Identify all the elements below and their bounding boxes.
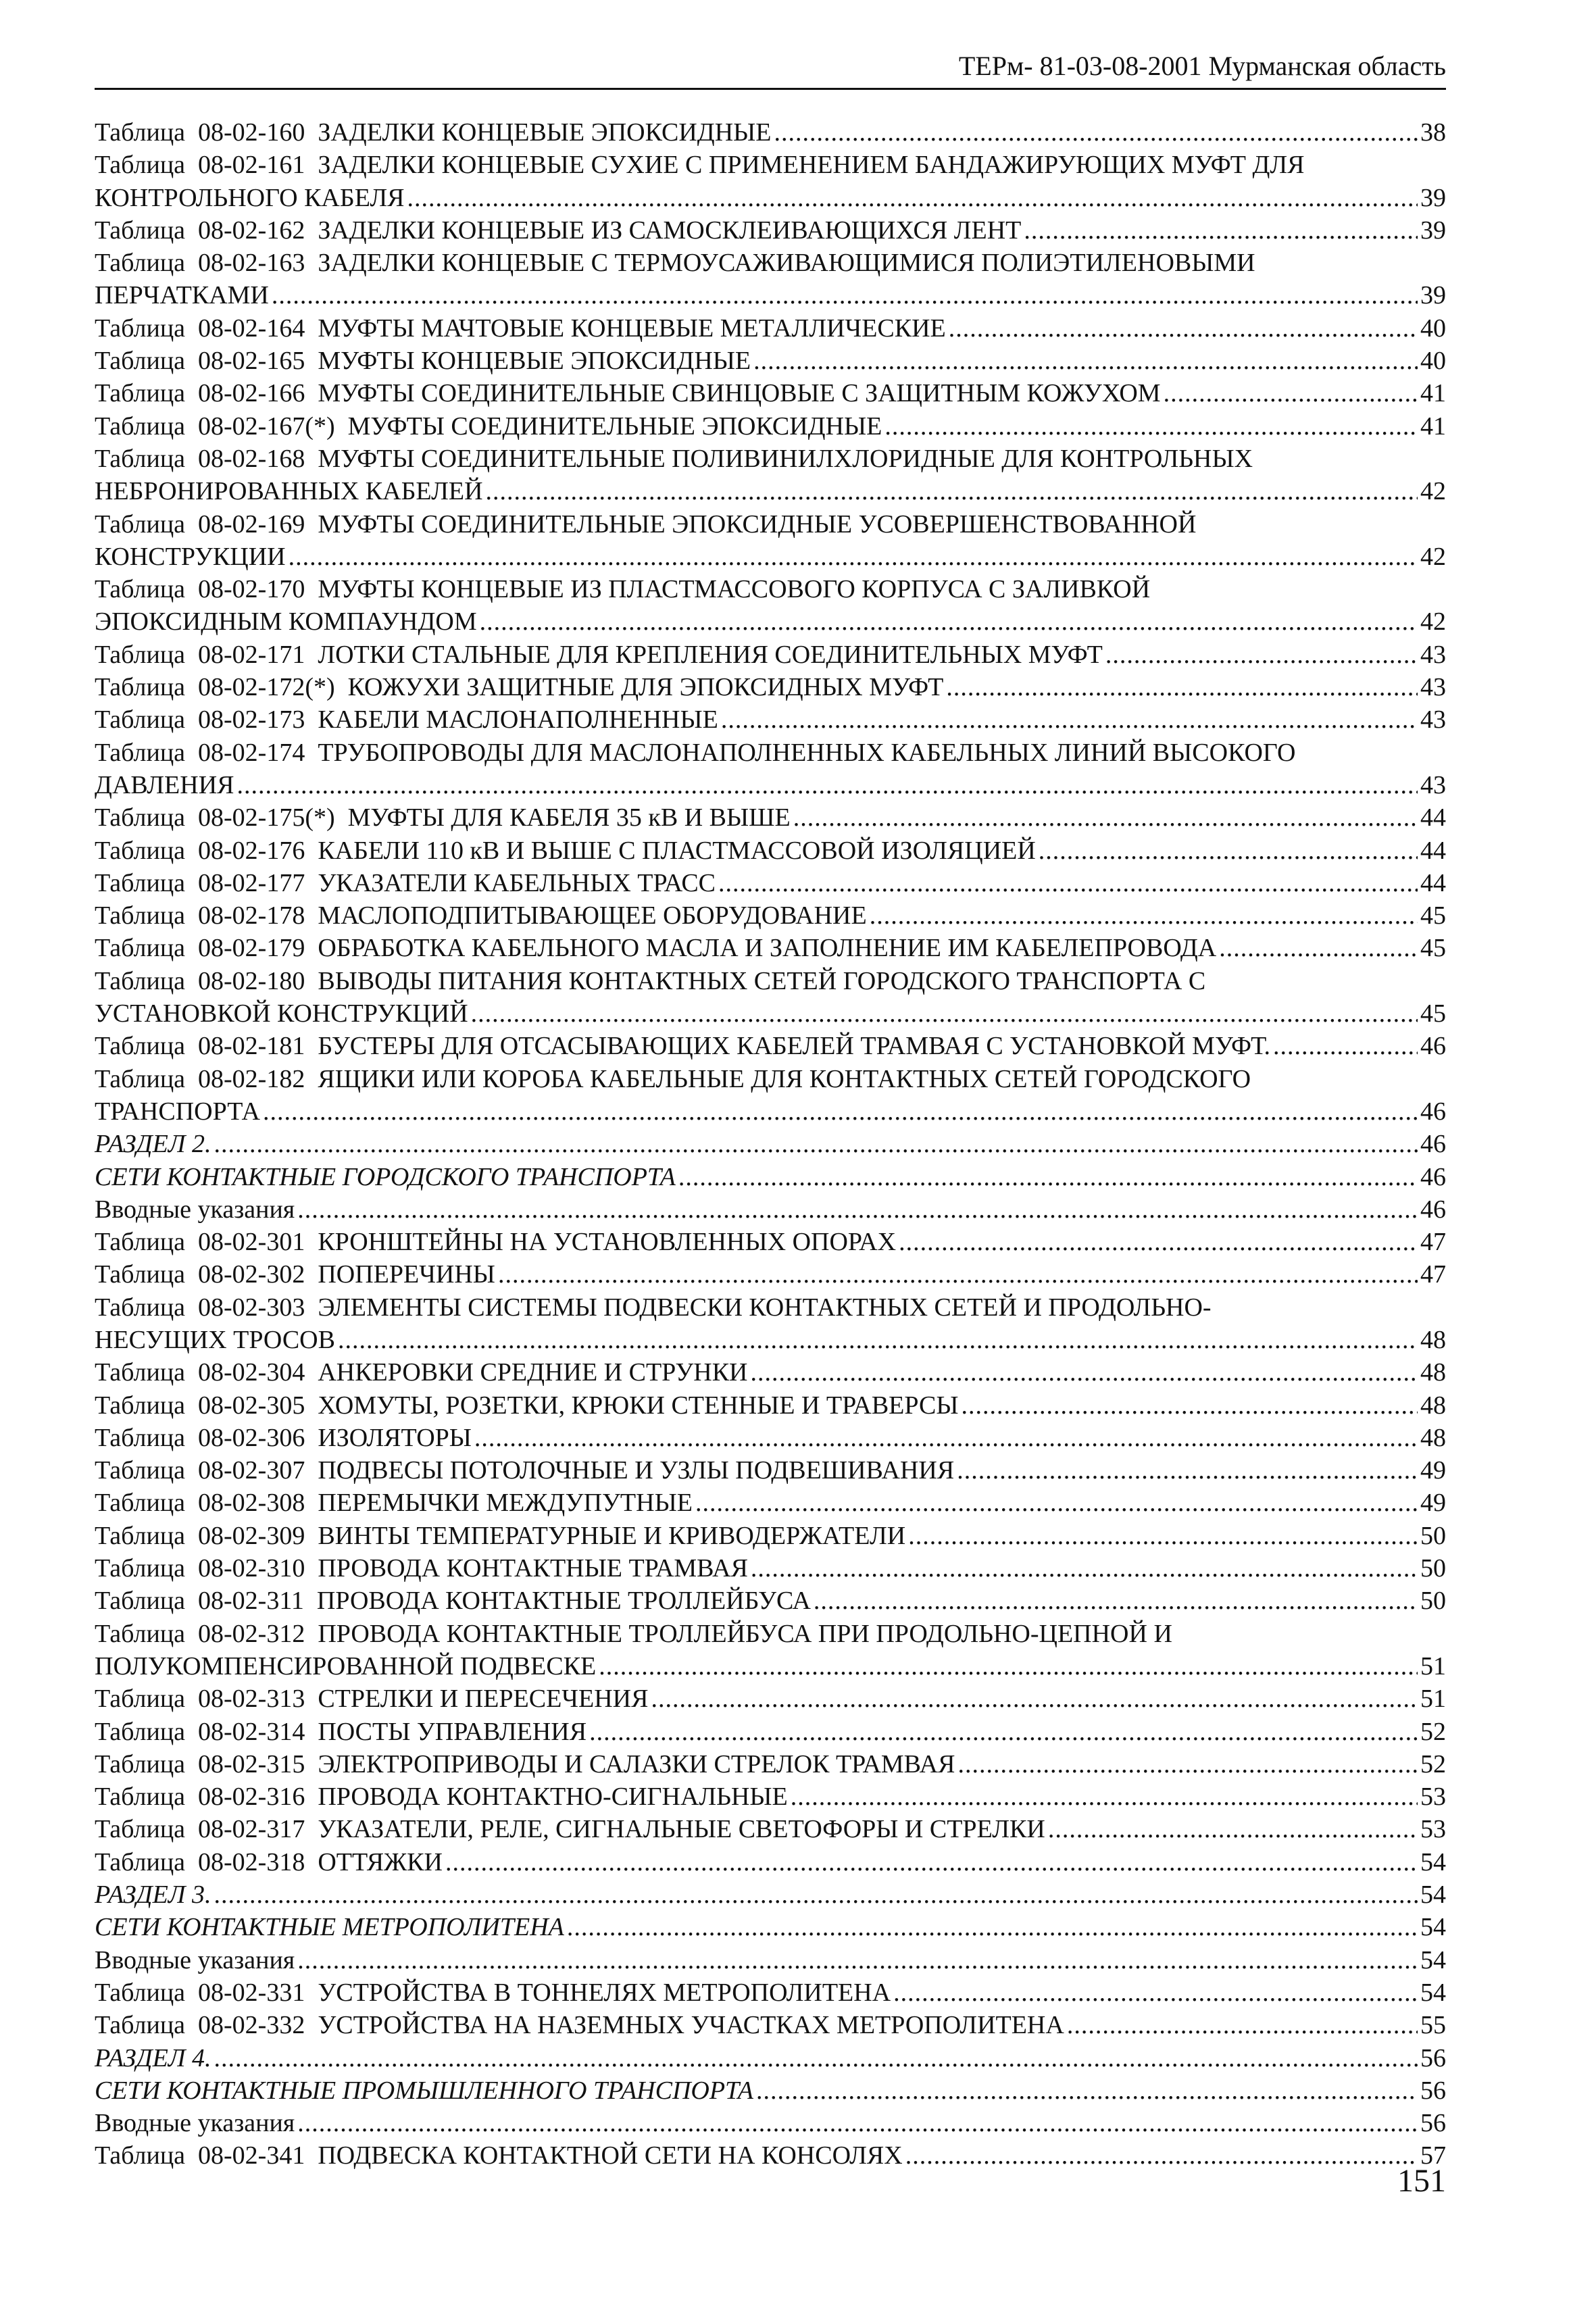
dot-leader <box>445 1846 1418 1878</box>
toc-entry-title: Таблица 08-02-162 ЗАДЕЛКИ КОНЦЕВЫЕ ИЗ САМОСКЛЕИВАЮЩИХСЯ ЛЕНТ <box>95 216 1022 245</box>
toc-entry-title: Таблица 08-02-316 ПРОВОДА КОНТАКТНО-СИГНАЛЬНЫЕ <box>95 1783 788 1812</box>
toc-entry-title: Таблица 08-02-302 ПОПЕРЕЧИНЫ <box>95 1260 495 1289</box>
toc-entry-line <box>95 2042 1446 2074</box>
dot-leader <box>1105 639 1418 671</box>
toc-entry-line <box>95 541 1446 573</box>
toc-entry-line <box>95 116 1446 149</box>
toc-page-number: 43 <box>1420 705 1446 735</box>
toc-entry[interactable] <box>95 410 1446 443</box>
dot-leader <box>756 2074 1418 2107</box>
toc-entry-title: НЕСУЩИХ ТРОСОВ <box>95 1325 335 1354</box>
toc-entry-title: Таблица 08-02-311 ПРОВОДА КОНТАКТНЫЕ ТРОЛЛЕЙБУСА <box>95 1587 811 1616</box>
toc-entry-title: ТРАНСПОРТА <box>95 1097 260 1126</box>
toc-entry-line <box>95 2074 1446 2107</box>
dot-leader <box>961 1389 1418 1422</box>
toc-page-number: 48 <box>1420 1423 1446 1452</box>
dot-leader <box>272 279 1418 312</box>
toc-page-number: 46 <box>1420 1032 1446 1061</box>
toc-entry-title: Таблица 08-02-174 ТРУБОПРОВОДЫ ДЛЯ МАСЛОНАПОЛНЕННЫХ КАБЕЛЬНЫХ ЛИНИЙ ВЫСОКОГО <box>95 738 1296 767</box>
toc-page-number: 40 <box>1420 347 1446 376</box>
toc-entry[interactable] <box>95 1976 1446 2009</box>
toc-entry-title: Таблица 08-02-303 ЭЛЕМЕНТЫ СИСТЕМЫ ПОДВЕСКИ КОНТАКТНЫХ СЕТЕЙ И ПРОДОЛЬНО- <box>95 1293 1212 1322</box>
dot-leader <box>1219 932 1418 964</box>
toc-entry-title: СЕТИ КОНТАКТНЫЕ ГОРОДСКОГО ТРАНСПОРТА <box>95 1162 676 1191</box>
toc-entry[interactable] <box>95 1258 1446 1291</box>
toc-entry[interactable] <box>95 1813 1446 1845</box>
toc-page-number: 44 <box>1420 803 1446 832</box>
toc-entry[interactable] <box>95 1683 1446 1715</box>
dot-leader <box>1024 214 1418 247</box>
toc-page-number: 46 <box>1420 1130 1446 1159</box>
dot-leader <box>214 1878 1418 1911</box>
toc-entry-line <box>95 182 1446 214</box>
toc-entry-line <box>95 573 1446 605</box>
toc-entry-line <box>95 410 1446 443</box>
toc-entry-line <box>95 1911 1446 1943</box>
toc-entry-title: ДАВЛЕНИЯ <box>95 770 234 799</box>
toc-entry[interactable] <box>95 345 1446 377</box>
toc-entry-title: Таблица 08-02-179 ОБРАБОТКА КАБЕЛЬНОГО МАСЛА И ЗАПОЛНЕНИЕ ИМ КАБЕЛЕПРОВОДА <box>95 934 1217 963</box>
toc-page-number: 46 <box>1420 1195 1446 1224</box>
toc-entry-line <box>95 345 1446 377</box>
toc-entry-title: Вводные указания <box>95 2109 295 2138</box>
toc-entry-title: Таблица 08-02-175(*) МУФТЫ ДЛЯ КАБЕЛЯ 35 кВ И ВЫШЕ <box>95 803 791 832</box>
toc-entry[interactable] <box>95 1585 1446 1617</box>
toc-entry-title: Таблица 08-02-168 МУФТЫ СОЕДИНИТЕЛЬНЫЕ ПОЛИВИНИЛХЛОРИДНЫЕ ДЛЯ КОНТРОЛЬНЫХ <box>95 444 1253 473</box>
toc-entry-line <box>95 1683 1446 1715</box>
dot-leader <box>1273 1030 1418 1062</box>
toc-entry[interactable] <box>95 214 1446 247</box>
toc-entry-title: Таблица 08-02-312 ПРОВОДА КОНТАКТНЫЕ ТРОЛЛЕЙБУСА ПРИ ПРОДОЛЬНО-ЦЕПНОЙ И <box>95 1619 1172 1648</box>
toc-entry-title: Таблица 08-02-306 ИЗОЛЯТОРЫ <box>95 1423 472 1452</box>
toc-entry[interactable] <box>95 149 1446 214</box>
toc-entry-title: Вводные указания <box>95 1195 295 1224</box>
toc-entry-title: СЕТИ КОНТАКТНЫЕ МЕТРОПОЛИТЕНА <box>95 1913 564 1942</box>
toc-entry-title: КОНТРОЛЬНОГО КАБЕЛЯ <box>95 183 405 212</box>
toc-entry[interactable] <box>95 1193 1446 1226</box>
toc-entry-title: Таблица 08-02-178 МАСЛОПОДПИТЫВАЮЩЕЕ ОБОРУДОВАНИЕ <box>95 901 867 930</box>
toc-entry-title: РАЗДЕЛ 4. <box>95 2043 211 2072</box>
dot-leader <box>498 1258 1418 1291</box>
toc-entry[interactable] <box>95 116 1446 149</box>
toc-page-number: 46 <box>1420 1097 1446 1126</box>
dot-leader <box>567 1911 1418 1943</box>
dot-leader <box>589 1716 1418 1748</box>
toc-entry-line <box>95 703 1446 736</box>
toc-entry-line <box>95 1716 1446 1748</box>
toc-page-number: 41 <box>1420 379 1446 408</box>
dot-leader <box>1048 1813 1418 1845</box>
toc-entry[interactable] <box>95 1520 1446 1552</box>
toc-page-number: 51 <box>1420 1651 1446 1681</box>
toc-page-number: 45 <box>1420 901 1446 930</box>
toc-page-number: 51 <box>1420 1685 1446 1714</box>
toc-entry-title: ПЕРЧАТКАМИ <box>95 281 269 310</box>
toc-entry-line <box>95 1520 1446 1552</box>
toc-entry-line <box>95 1030 1446 1062</box>
dot-leader <box>480 605 1418 638</box>
toc-page-number: 39 <box>1420 281 1446 310</box>
dot-leader <box>297 2107 1418 2139</box>
toc-entry-line <box>95 312 1446 345</box>
toc-page-number: 42 <box>1420 542 1446 571</box>
toc-entry-title: Таблица 08-02-331 УСТРОЙСТВА В ТОННЕЛЯХ МЕТРОПОЛИТЕНА <box>95 1978 891 2007</box>
dot-leader <box>407 182 1418 214</box>
toc-page-number: 48 <box>1420 1325 1446 1354</box>
toc-entry-line <box>95 1487 1446 1519</box>
toc-section-heading[interactable] <box>95 1161 1446 1193</box>
toc-entry-line <box>95 1585 1446 1617</box>
toc-page-number: 57 <box>1420 2141 1446 2170</box>
page-header <box>95 49 1446 90</box>
toc-entry[interactable] <box>95 1454 1446 1487</box>
toc-entry[interactable] <box>95 737 1446 802</box>
dot-leader <box>884 410 1418 443</box>
toc-page-number: 43 <box>1420 673 1446 702</box>
toc-entry-title: Таблица 08-02-172(*) КОЖУХИ ЗАЩИТНЫЕ ДЛЯ ЭПОКСИДНЫХ МУФТ <box>95 673 944 702</box>
toc-page-number: 49 <box>1420 1456 1446 1485</box>
toc-page-number: 43 <box>1420 770 1446 799</box>
toc-entry-title: Таблица 08-02-171 ЛОТКИ СТАЛЬНЫЕ ДЛЯ КРЕПЛЕНИЯ СОЕДИНИТЕЛЬНЫХ МУФТ <box>95 640 1103 669</box>
toc-entry-title: Таблица 08-02-164 МУФТЫ МАЧТОВЫЕ КОНЦЕВЫЕ МЕТАЛЛИЧЕСКИЕ <box>95 314 946 343</box>
toc-page-number: 56 <box>1420 2076 1446 2105</box>
toc-page-number: 41 <box>1420 412 1446 441</box>
toc-entry[interactable] <box>95 2139 1446 2172</box>
dot-leader <box>814 1585 1418 1617</box>
dot-leader <box>297 1944 1418 1976</box>
table-of-contents <box>95 116 1446 2172</box>
toc-entry-title: Таблица 08-02-317 УКАЗАТЕЛИ, РЕЛЕ, СИГНАЛЬНЫЕ СВЕТОФОРЫ И СТРЕЛКИ <box>95 1815 1045 1844</box>
toc-entry-title: Таблица 08-02-161 ЗАДЕЛКИ КОНЦЕВЫЕ СУХИЕ С ПРИМЕНЕНИЕМ БАНДАЖИРУЮЩИХ МУФТ ДЛЯ <box>95 151 1305 180</box>
toc-entry-line <box>95 671 1446 703</box>
toc-entry-title: Таблица 08-02-173 КАБЕЛИ МАСЛОНАПОЛНЕННЫЕ <box>95 705 718 735</box>
toc-entry-title: Таблица 08-02-182 ЯЩИКИ ИЛИ КОРОБА КАБЕЛЬНЫЕ ДЛЯ КОНТАКТНЫХ СЕТЕЙ ГОРОДСКОГО <box>95 1064 1251 1093</box>
toc-entry-line <box>95 997 1446 1030</box>
toc-entry-title: Таблица 08-02-166 МУФТЫ СОЕДИНИТЕЛЬНЫЕ СВИНЦОВЫЕ С ЗАЩИТНЫМ КОЖУХОМ <box>95 379 1161 408</box>
dot-leader <box>263 1095 1418 1128</box>
toc-page-number: 42 <box>1420 607 1446 637</box>
toc-page-number: 38 <box>1420 118 1446 147</box>
dot-leader <box>791 1781 1418 1813</box>
toc-entry-title: Таблица 08-02-169 МУФТЫ СОЕДИНИТЕЛЬНЫЕ ЭПОКСИДНЫЕ УСОВЕРШЕНСТВОВАННОЙ <box>95 509 1197 539</box>
toc-entry-title: Таблица 08-02-165 МУФТЫ КОНЦЕВЫЕ ЭПОКСИДНЫЕ <box>95 347 751 376</box>
toc-page-number: 43 <box>1420 640 1446 669</box>
dot-leader <box>678 1161 1418 1193</box>
toc-entry-title: Таблица 08-02-170 МУФТЫ КОНЦЕВЫЕ ИЗ ПЛАСТМАССОВОГО КОРПУСА С ЗАЛИВКОЙ <box>95 575 1151 604</box>
toc-entry[interactable] <box>95 1487 1446 1519</box>
toc-entry-line <box>95 737 1446 769</box>
toc-entry[interactable] <box>95 1063 1446 1128</box>
toc-entry[interactable] <box>95 443 1446 508</box>
toc-entry-line <box>95 1748 1446 1781</box>
toc-page-number: 39 <box>1420 183 1446 212</box>
toc-entry[interactable] <box>95 1552 1446 1585</box>
toc-entry-line <box>95 475 1446 507</box>
toc-page-number: 48 <box>1420 1391 1446 1420</box>
toc-page-number: 48 <box>1420 1358 1446 1387</box>
toc-entry-line <box>95 1389 1446 1422</box>
toc-page-number: 54 <box>1420 1881 1446 1910</box>
toc-entry-line <box>95 899 1446 932</box>
dot-leader <box>474 1422 1418 1454</box>
toc-entry-line <box>95 1976 1446 2009</box>
toc-entry[interactable] <box>95 1291 1446 1357</box>
toc-entry-title: Таблица 08-02-332 УСТРОЙСТВА НА НАЗЕМНЫХ УЧАСТКАХ МЕТРОПОЛИТЕНА <box>95 2011 1064 2040</box>
toc-page-number: 54 <box>1420 1978 1446 2007</box>
document-title: ТЕРм- 81-03-08-2001 Мурманская область <box>958 51 1446 81</box>
toc-section-heading[interactable] <box>95 1128 1446 1160</box>
toc-entry[interactable] <box>95 703 1446 736</box>
toc-entry-title: Вводные указания <box>95 1945 295 1974</box>
dot-leader <box>651 1683 1418 1715</box>
toc-page-number: 53 <box>1420 1815 1446 1844</box>
toc-entry[interactable] <box>95 1389 1446 1422</box>
toc-entry-line <box>95 1422 1446 1454</box>
toc-entry[interactable] <box>95 1846 1446 1878</box>
toc-entry-line <box>95 1813 1446 1845</box>
toc-section-heading[interactable] <box>95 1878 1446 1911</box>
toc-entry[interactable] <box>95 2009 1446 2041</box>
toc-entry-title: Таблица 08-02-315 ЭЛЕКТРОПРИВОДЫ И САЛАЗКИ СТРЕЛОК ТРАМВАЯ <box>95 1749 955 1778</box>
toc-entry-line <box>95 1063 1446 1095</box>
toc-entry[interactable] <box>95 508 1446 574</box>
toc-entry-title: Таблица 08-02-314 ПОСТЫ УПРАВЛЕНИЯ <box>95 1717 587 1746</box>
toc-page-number: 40 <box>1420 314 1446 343</box>
dot-leader <box>949 312 1418 345</box>
dot-leader <box>214 1128 1418 1160</box>
toc-entry[interactable] <box>95 899 1446 932</box>
toc-entry-line <box>95 1781 1446 1813</box>
toc-entry-line <box>95 1454 1446 1487</box>
toc-page-number: 39 <box>1420 216 1446 245</box>
toc-entry-line <box>95 377 1446 409</box>
toc-entry-title: Таблица 08-02-181 БУСТЕРЫ ДЛЯ ОТСАСЫВАЮЩИХ КАБЕЛЕЙ ТРАМВАЯ С УСТАНОВКОЙ МУФТ. <box>95 1032 1271 1061</box>
dot-leader <box>905 2139 1418 2172</box>
toc-entry[interactable] <box>95 1356 1446 1389</box>
toc-page-number: 52 <box>1420 1717 1446 1746</box>
toc-entry-line <box>95 1324 1446 1356</box>
toc-section-heading[interactable] <box>95 1911 1446 1943</box>
toc-entry-line <box>95 1650 1446 1683</box>
toc-entry-title: Таблица 08-02-160 ЗАДЕЛКИ КОНЦЕВЫЕ ЭПОКСИДНЫЕ <box>95 118 772 147</box>
toc-entry-line <box>95 214 1446 247</box>
dot-leader <box>471 997 1418 1030</box>
dot-leader <box>718 867 1418 899</box>
toc-entry-title: Таблица 08-02-307 ПОДВЕСЫ ПОТОЛОЧНЫЕ И УЗЛЫ ПОДВЕШИВАНИЯ <box>95 1456 955 1485</box>
toc-page-number: 49 <box>1420 1489 1446 1518</box>
toc-entry[interactable] <box>95 1422 1446 1454</box>
toc-entry-line <box>95 1226 1446 1258</box>
toc-entry-line <box>95 835 1446 867</box>
toc-page-number: 56 <box>1420 2043 1446 2072</box>
toc-entry-line <box>95 801 1446 834</box>
toc-page-number: 50 <box>1420 1587 1446 1616</box>
toc-page-number: 44 <box>1420 868 1446 897</box>
toc-entry-title: Таблица 08-02-313 СТРЕЛКИ И ПЕРЕСЕЧЕНИЯ <box>95 1685 649 1714</box>
toc-entry-line <box>95 639 1446 671</box>
dot-leader <box>721 703 1418 736</box>
toc-page-number: 52 <box>1420 1749 1446 1778</box>
toc-entry-title: Таблица 08-02-305 ХОМУТЫ, РОЗЕТКИ, КРЮКИ СТЕННЫЕ И ТРАВЕРСЫ <box>95 1391 959 1420</box>
toc-page-number: 54 <box>1420 1847 1446 1876</box>
toc-entry[interactable] <box>95 312 1446 345</box>
toc-entry-line <box>95 2139 1446 2172</box>
toc-entry-line <box>95 2009 1446 2041</box>
dot-leader <box>750 1356 1418 1389</box>
toc-entry-line <box>95 1095 1446 1128</box>
dot-leader <box>214 2042 1418 2074</box>
toc-page-number: 54 <box>1420 1913 1446 1942</box>
toc-entry-line <box>95 1552 1446 1585</box>
toc-entry[interactable] <box>95 1226 1446 1258</box>
toc-page-number: 53 <box>1420 1783 1446 1812</box>
toc-entry[interactable] <box>95 2107 1446 2139</box>
toc-entry[interactable] <box>95 639 1446 671</box>
toc-entry[interactable] <box>95 671 1446 703</box>
toc-entry[interactable] <box>95 835 1446 867</box>
toc-entry-line <box>95 867 1446 899</box>
toc-entry-line <box>95 769 1446 801</box>
toc-entry-title: Таблица 08-02-341 ПОДВЕСКА КОНТАКТНОЙ СЕТИ НА КОНСОЛЯХ <box>95 2141 903 2170</box>
toc-page-number: 42 <box>1420 477 1446 506</box>
toc-entry-line <box>95 1356 1446 1389</box>
toc-entry-line <box>95 279 1446 312</box>
toc-entry-line <box>95 605 1446 638</box>
toc-entry[interactable] <box>95 1781 1446 1813</box>
dot-leader <box>1164 377 1418 409</box>
toc-entry-title: Таблица 08-02-167(*) МУФТЫ СОЕДИНИТЕЛЬНЫЕ ЭПОКСИДНЫЕ <box>95 412 882 441</box>
toc-entry-title: ЭПОКСИДНЫМ КОМПАУНДОМ <box>95 607 477 637</box>
dot-leader <box>908 1520 1418 1552</box>
toc-entry-line <box>95 2107 1446 2139</box>
dot-leader <box>297 1193 1418 1226</box>
toc-page-number: 50 <box>1420 1554 1446 1583</box>
toc-entry-line <box>95 1193 1446 1226</box>
toc-entry-title: УСТАНОВКОЙ КОНСТРУКЦИЙ <box>95 999 468 1028</box>
dot-leader <box>793 801 1418 834</box>
toc-page-number: 47 <box>1420 1228 1446 1257</box>
toc-entry-title: ПОЛУКОМПЕНСИРОВАННОЙ ПОДВЕСКЕ <box>95 1651 597 1681</box>
toc-entry[interactable] <box>95 573 1446 639</box>
toc-entry[interactable] <box>95 965 1446 1030</box>
toc-section-heading[interactable] <box>95 2042 1446 2074</box>
toc-page-number: 47 <box>1420 1260 1446 1289</box>
toc-entry-line <box>95 1618 1446 1650</box>
toc-entry-line <box>95 1944 1446 1976</box>
toc-entry[interactable] <box>95 801 1446 834</box>
toc-entry-line <box>95 1878 1446 1911</box>
toc-entry[interactable] <box>95 377 1446 409</box>
dot-leader <box>957 1748 1418 1781</box>
toc-entry-title: Таблица 08-02-308 ПЕРЕМЫЧКИ МЕЖДУПУТНЫЕ <box>95 1489 693 1518</box>
dot-leader <box>899 1226 1418 1258</box>
toc-page-number: 56 <box>1420 2109 1446 2138</box>
toc-entry[interactable] <box>95 1618 1446 1683</box>
toc-entry-line <box>95 1846 1446 1878</box>
dot-leader <box>753 345 1418 377</box>
toc-entry-title: СЕТИ КОНТАКТНЫЕ ПРОМЫШЛЕННОГО ТРАНСПОРТА <box>95 2076 753 2105</box>
dot-leader <box>338 1324 1418 1356</box>
toc-entry-line <box>95 247 1446 279</box>
toc-entry-line <box>95 149 1446 181</box>
dot-leader <box>774 116 1418 149</box>
toc-entry-title: Таблица 08-02-304 АНКЕРОВКИ СРЕДНИЕ И СТРУНКИ <box>95 1358 748 1387</box>
toc-entry-title: РАЗДЕЛ 3. <box>95 1881 211 1910</box>
toc-entry-title: Таблица 08-02-177 УКАЗАТЕЛИ КАБЕЛЬНЫХ ТРАСС <box>95 868 716 897</box>
toc-entry-line <box>95 965 1446 997</box>
dot-leader <box>751 1552 1418 1585</box>
toc-entry-line <box>95 1128 1446 1160</box>
toc-entry-title: КОНСТРУКЦИИ <box>95 542 286 571</box>
toc-page-number: 54 <box>1420 1945 1446 1974</box>
toc-entry-line <box>95 1161 1446 1193</box>
dot-leader <box>1039 835 1418 867</box>
toc-entry[interactable] <box>95 1716 1446 1748</box>
toc-entry-title: Таблица 08-02-318 ОТТЯЖКИ <box>95 1847 443 1876</box>
dot-leader <box>893 1976 1418 2009</box>
toc-page-number: 45 <box>1420 934 1446 963</box>
toc-section-heading[interactable] <box>95 2074 1446 2107</box>
dot-leader <box>695 1487 1418 1519</box>
toc-page-number: 46 <box>1420 1162 1446 1191</box>
toc-entry-title: Таблица 08-02-309 ВИНТЫ ТЕМПЕРАТУРНЫЕ И КРИВОДЕРЖАТЕЛИ <box>95 1521 906 1550</box>
toc-page-number: 50 <box>1420 1521 1446 1550</box>
dot-leader <box>289 541 1418 573</box>
toc-entry[interactable] <box>95 1748 1446 1781</box>
toc-entry-title: РАЗДЕЛ 2. <box>95 1130 211 1159</box>
toc-entry[interactable] <box>95 932 1446 964</box>
page-number: 151 <box>1397 2163 1446 2199</box>
toc-entry-title: Таблица 08-02-180 ВЫВОДЫ ПИТАНИЯ КОНТАКТНЫХ СЕТЕЙ ГОРОДСКОГО ТРАНСПОРТА С <box>95 966 1206 995</box>
toc-entry-title: Таблица 08-02-163 ЗАДЕЛКИ КОНЦЕВЫЕ С ТЕРМОУСАЖИВАЮЩИМИСЯ ПОЛИЭТИЛЕНОВЫМИ <box>95 249 1255 278</box>
dot-leader <box>486 475 1418 507</box>
toc-entry-title: Таблица 08-02-310 ПРОВОДА КОНТАКТНЫЕ ТРАМВАЯ <box>95 1554 748 1583</box>
dot-leader <box>1067 2009 1418 2041</box>
dot-leader <box>870 899 1418 932</box>
toc-page-number: 45 <box>1420 999 1446 1028</box>
dot-leader <box>599 1650 1418 1683</box>
toc-entry-title: НЕБРОНИРОВАННЫХ КАБЕЛЕЙ <box>95 477 483 506</box>
toc-page-number: 44 <box>1420 836 1446 865</box>
toc-entry[interactable] <box>95 867 1446 899</box>
toc-entry-line <box>95 443 1446 475</box>
toc-entry-line <box>95 1291 1446 1324</box>
toc-entry-line <box>95 932 1446 964</box>
toc-entry[interactable] <box>95 1944 1446 1976</box>
toc-entry-line <box>95 508 1446 541</box>
toc-entry-line <box>95 1258 1446 1291</box>
dot-leader <box>946 671 1418 703</box>
toc-page-number: 55 <box>1420 2011 1446 2040</box>
toc-entry-title: Таблица 08-02-176 КАБЕЛИ 110 кВ И ВЫШЕ С ПЛАСТМАССОВОЙ ИЗОЛЯЦИЕЙ <box>95 836 1036 865</box>
toc-entry[interactable] <box>95 247 1446 312</box>
toc-entry[interactable] <box>95 1030 1446 1062</box>
toc-entry-title: Таблица 08-02-301 КРОНШТЕЙНЫ НА УСТАНОВЛЕННЫХ ОПОРАХ <box>95 1228 897 1257</box>
dot-leader <box>236 769 1418 801</box>
dot-leader <box>957 1454 1418 1487</box>
